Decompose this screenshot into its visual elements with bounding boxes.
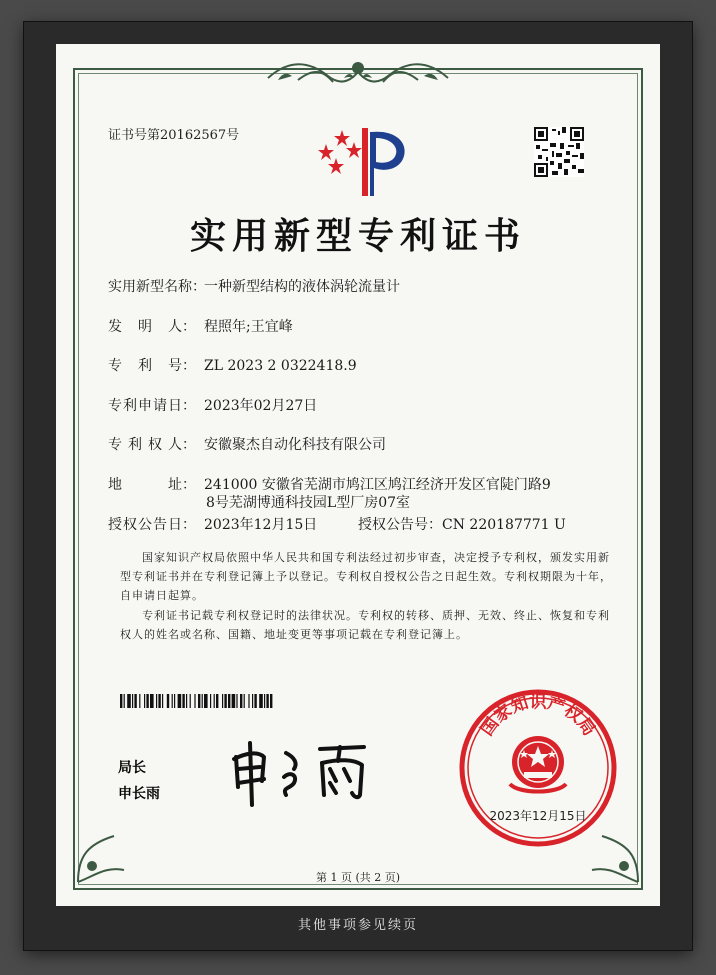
official-title: 局长	[118, 760, 146, 776]
certificate-title: 实用新型专利证书	[189, 215, 526, 257]
seal-date: 2023年12月15日	[489, 809, 587, 823]
seal-arc-text: 国家知识产权局	[477, 692, 599, 740]
grant-date-label: 授 权 公 告 日：	[108, 517, 196, 533]
official-name: 申长雨	[118, 786, 160, 802]
official-seal-icon	[458, 688, 618, 848]
filing-date-row	[108, 395, 317, 415]
inventor-label: 发 明 人：	[108, 319, 196, 335]
inventor-value: 程照年;王宜峰	[204, 319, 293, 335]
filing-date-value: 2023年02月27日	[204, 398, 318, 414]
patent-number-value: ZL 2023 2 0322418.9	[204, 358, 357, 374]
svg-text:国家知识产权局	[477, 692, 599, 739]
grant-number-row	[358, 514, 566, 534]
continued-note: 其他事项参见续页	[297, 918, 418, 933]
address-line1: 241000 安徽省芜湖市鸠江区鸠江经济开发区官陡门路9	[204, 477, 551, 493]
patent-number-label: 专 利 号：	[108, 358, 196, 374]
director-signature-icon	[224, 735, 374, 807]
certificate-number: 证书号第20162567号	[108, 128, 240, 143]
top-ornament-icon	[258, 58, 458, 92]
patent-number-row	[108, 355, 357, 375]
legal-paragraph-1: 国家知识产权局依照中华人民共和国专利法经过初步审查，决定授予专利权，颁发实用新型专利证书并在专利登记簿上予以登记。专利权自授权公告之日起生效。专利权期限为十年，自申请日起算。	[120, 551, 612, 602]
address-row	[108, 474, 551, 494]
grant-number-value: CN 220187771 U	[442, 517, 566, 533]
patentee-value: 安徽聚杰自动化科技有限公司	[204, 437, 386, 453]
page-number: 第 1 页 (共 2 页)	[315, 871, 401, 884]
legal-paragraph-2: 专利证书记载专利权登记时的法律状况。专利权的转移、质押、无效、终止、恢复和专利权人的姓名或名称、国籍、地址变更等事项记载在专利登记簿上。	[120, 609, 610, 641]
utility-model-name-row	[108, 276, 400, 296]
filing-date-label: 专 利 申 请 日：	[108, 398, 196, 414]
grant-number-label: 授权公告号：	[358, 517, 442, 533]
patent-office-logo-icon	[312, 122, 410, 198]
barcode-icon	[120, 694, 346, 708]
patentee-row	[108, 434, 386, 454]
grant-date-row	[108, 514, 317, 534]
inventor-row	[108, 316, 293, 336]
address-label: 地 址：	[108, 477, 196, 493]
address-line2: 8号芜湖博通科技园L型厂房07室	[206, 495, 411, 511]
utility-model-name-value: 一种新型结构的液体涡轮流量计	[204, 279, 400, 295]
qr-code-icon	[534, 127, 584, 177]
utility-model-name-label: 实用新型名称：	[108, 279, 206, 295]
patentee-label: 专 利 权 人：	[108, 437, 196, 453]
grant-date-value: 2023年12月15日	[204, 517, 318, 533]
